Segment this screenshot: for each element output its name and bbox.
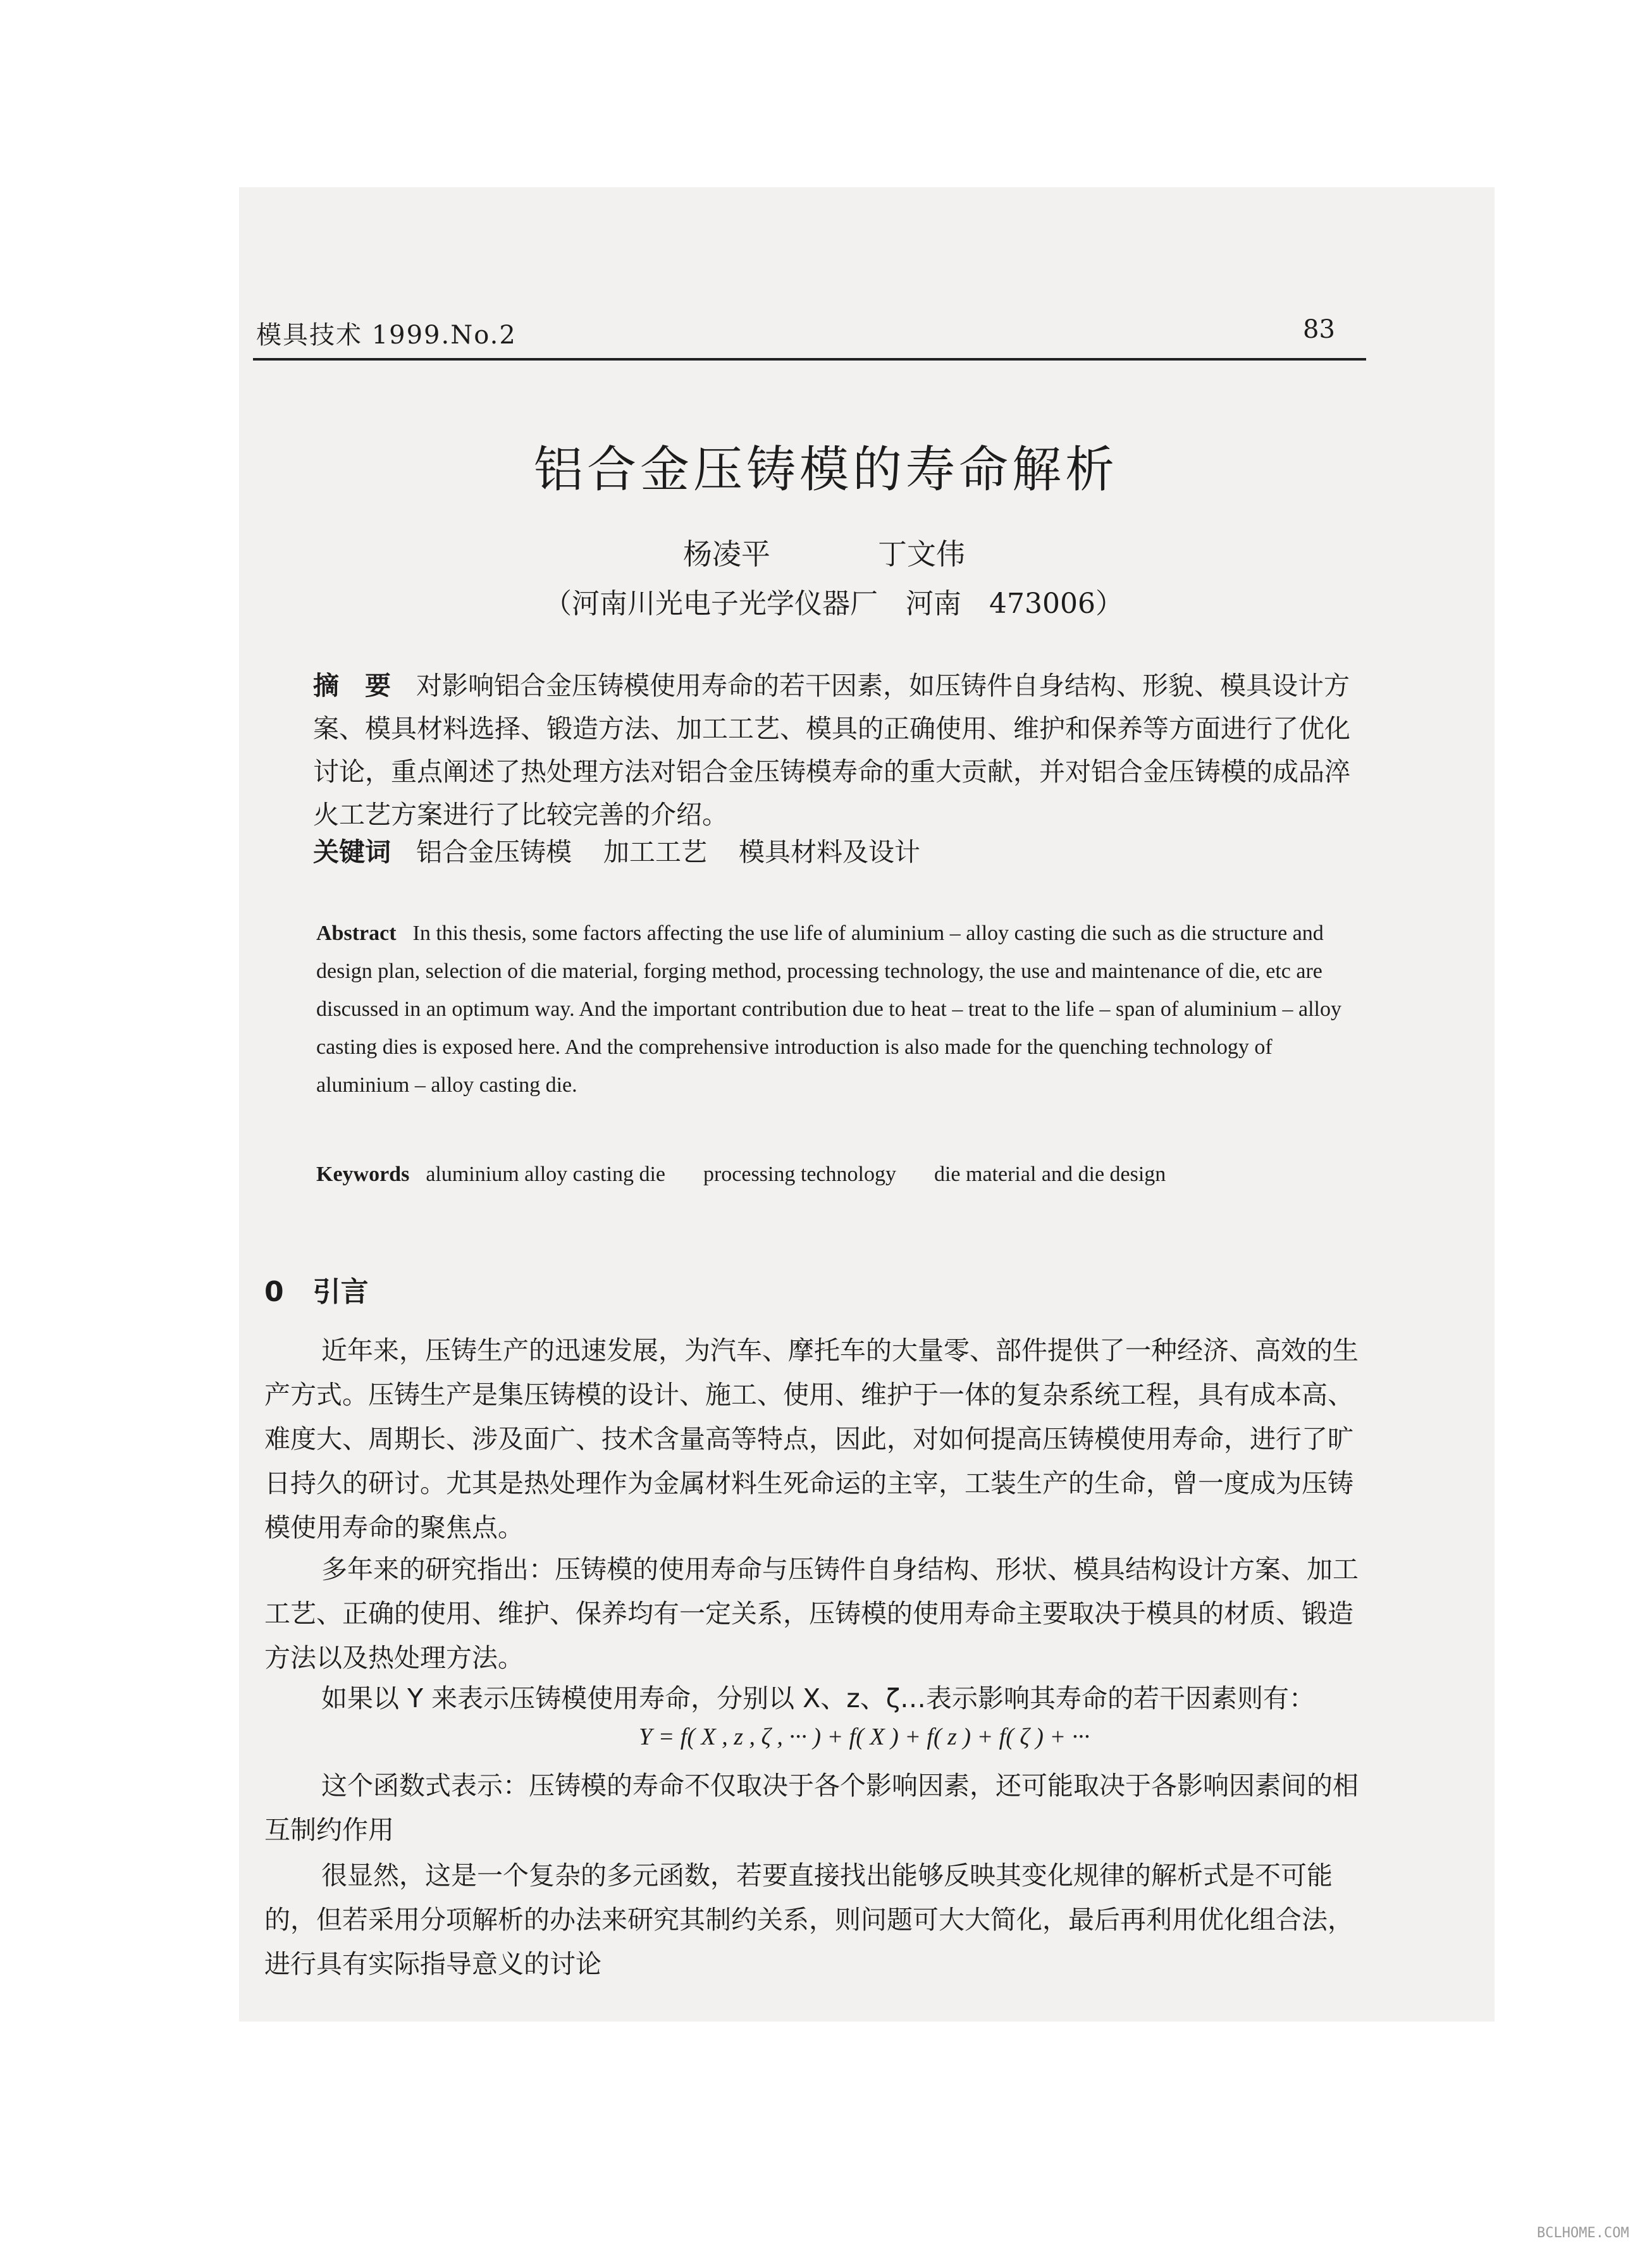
paragraph-text: 多年来的研究指出：压铸模的使用寿命与压铸件自身结构、形状、模具结构设计方案、加工工艺、正确的使用、维护、保养均有一定关系，压铸模的使用寿命主要取决于模具的材质、锻造方法以及热处理方法。: [264, 1554, 1359, 1673]
authors: [683, 531, 965, 573]
section-title: 引言: [312, 1276, 369, 1308]
journal-header: 模具技术 1999.No.2: [256, 321, 517, 350]
chinese-keyword: 铝合金压铸模: [416, 837, 572, 867]
paragraph-text: 如果以 Y 来表示压铸模使用寿命，分别以 X、z、ζ…表示影响其寿命的若干因素则有：: [321, 1683, 1316, 1714]
chinese-abstract-label: 摘 要: [313, 670, 391, 701]
article-title: 铝合金压铸模的寿命解析: [533, 442, 1118, 498]
english-keywords: [316, 1163, 1166, 1187]
english-abstract-text: In this thesis, some factors affecting the use life of aluminium – alloy casting die such as die structure and design plan, selection of die material, forging method, processing technology, the use and maintenance of die, etc are discussed in an optimum way. And the important contribution due to heat – treat to the life – span of aluminium – alloy casting dies is exposed here. And the comprehensive introduction is also made for the quenching technology of aluminium – alloy casting die.: [316, 922, 1341, 1097]
header-rule: [253, 358, 1366, 361]
english-abstract-label: Abstract: [316, 922, 397, 945]
paragraph: [264, 1547, 1378, 1680]
paragraph-text: 近年来，压铸生产的迅速发展，为汽车、摩托车的大量零、部件提供了一种经济、高效的生产方式。压铸生产是集压铸模的设计、施工、使用、维护于一体的复杂系统工程，具有成本高、难度大、周期长、涉及面广、技术含量高等特点，因此，对如何提高压铸模使用寿命，进行了旷日持久的研讨。尤其是热处理作为金属材料生死命运的主宰，工装生产的生命，曾一度成为压铸模使用寿命的聚焦点。: [264, 1335, 1359, 1543]
formula: Y = f( X , z , ζ , ··· ) + f( X ) + f( z ) + f( ζ ) + ···: [639, 1724, 1090, 1750]
paragraph: [264, 1763, 1378, 1852]
chinese-abstract-text: 对影响铝合金压铸模使用寿命的若干因素，如压铸件自身结构、形貌、模具设计方案、模具材料选择、锻造方法、加工工艺、模具的正确使用、维护和保养等方面进行了优化讨论，重点阐述了热处理方法对铝合金压铸模寿命的重大贡献，并对铝合金压铸模的成品淬火工艺方案进行了比较完善的介绍。: [313, 670, 1350, 830]
section-heading: [264, 1269, 369, 1309]
english-keywords-label: Keywords: [316, 1163, 410, 1186]
paragraph: [264, 1328, 1378, 1550]
author-1: 杨凌平: [683, 537, 770, 571]
paragraph-text: 很显然，这是一个复杂的多元函数，若要直接找出能够反映其变化规律的解析式是不可能的，但若采用分项解析的办法来研究其制约关系，则问题可大大简化，最后再利用优化组合法，进行具有实际指导意义的讨论: [264, 1860, 1353, 1979]
chinese-keywords-label: 关键词: [313, 837, 391, 867]
english-keyword: die material and die design: [934, 1163, 1166, 1186]
chinese-keywords: [313, 831, 952, 868]
chinese-abstract: [313, 664, 1350, 836]
paragraph: [264, 1676, 1378, 1720]
author-2: 丁文伟: [878, 537, 965, 571]
affiliation: （河南川光电子光学仪器厂 河南 473006）: [544, 588, 1123, 620]
section-number: 0: [264, 1276, 284, 1308]
english-abstract: [316, 915, 1347, 1104]
english-keyword: aluminium alloy casting die: [426, 1163, 665, 1186]
english-keyword: processing technology: [703, 1163, 896, 1186]
site-watermark: BCLHOME.COM: [1537, 2225, 1629, 2241]
chinese-keyword: 模具材料及设计: [739, 837, 920, 867]
page-number: 83: [1303, 315, 1335, 344]
chinese-keyword: 加工工艺: [603, 837, 707, 867]
paragraph-text: 这个函数式表示：压铸模的寿命不仅取决于各个影响因素，还可能取决于各影响因素间的相互制约作用: [264, 1770, 1359, 1845]
paragraph: [264, 1853, 1378, 1986]
